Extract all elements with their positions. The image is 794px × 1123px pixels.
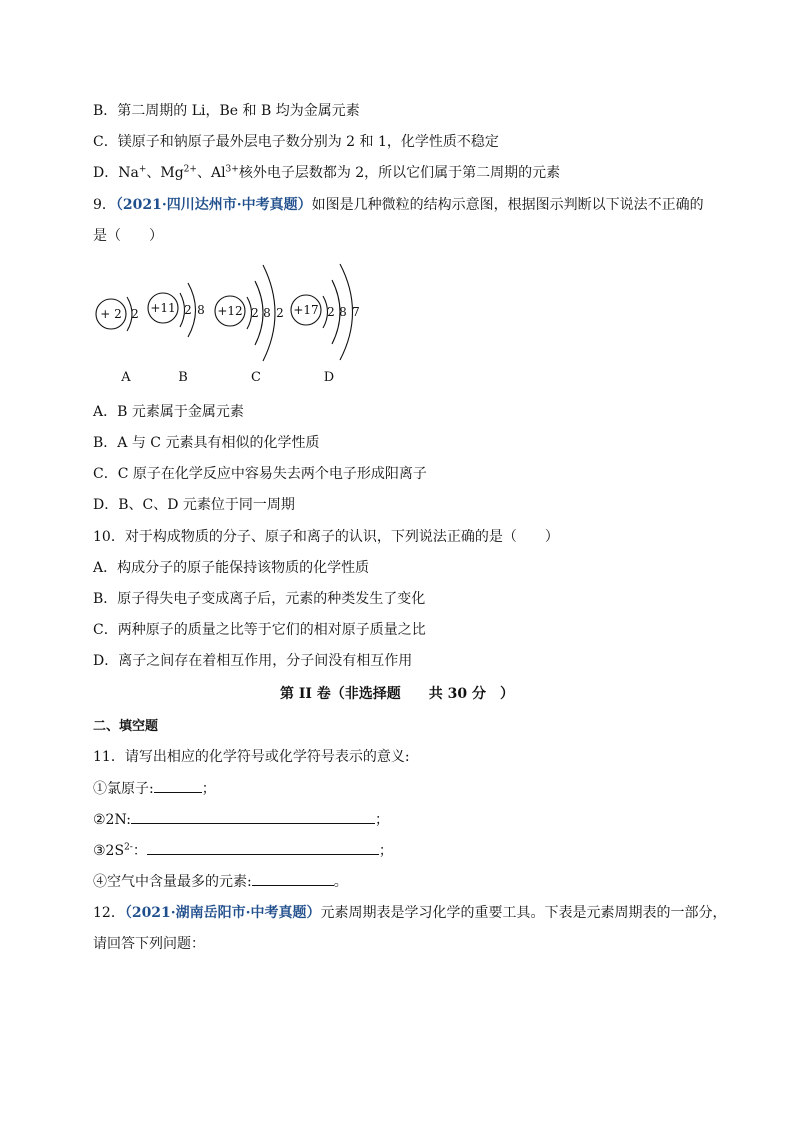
q11-item-1 bbox=[93, 778, 216, 799]
q9-option-b: B．A 与 C 元素具有相似的化学性质 bbox=[93, 435, 320, 451]
q11-item-1-end: ； bbox=[201, 781, 216, 797]
atom-b-label: B bbox=[178, 370, 188, 385]
q11-item-4-label: ④空气中含量最多的元素: bbox=[93, 874, 252, 890]
q12-stem bbox=[93, 903, 727, 923]
q9-stem bbox=[93, 195, 704, 215]
q8-d-part-a: D．Na bbox=[93, 165, 139, 181]
q12-stem-cont: 请回答下列问题： bbox=[93, 936, 205, 952]
q9-number: 9． bbox=[93, 197, 116, 213]
atom-c-shell-1-count: 2 bbox=[251, 306, 259, 320]
q10-option-b: B．原子得失电子变成离子后，元素的种类发生了变化 bbox=[93, 591, 426, 607]
q8-d-sup-c: 3+ bbox=[225, 164, 239, 175]
q11-item-2 bbox=[93, 809, 389, 830]
q11-item-3-colon: ： bbox=[132, 843, 147, 859]
q11-item-3-sup: 2- bbox=[124, 842, 133, 853]
atom-a-shell-1-count: 2 bbox=[131, 307, 139, 321]
part2-heading: 第 II 卷（非选择题 共 30 分 ） bbox=[279, 686, 515, 702]
q8-d-part-b: 、Mg bbox=[146, 165, 184, 181]
q11-item-2-label: ②2N: bbox=[93, 812, 131, 828]
q8-d-sup-b: 2+ bbox=[183, 164, 197, 175]
q11-item-3-label: ③2S bbox=[93, 843, 125, 859]
q9-option-a: A．B 元素属于金属元素 bbox=[93, 404, 244, 420]
atom-b-shell-1-count: 2 bbox=[184, 303, 192, 317]
atom-a-nucleus: + 2 bbox=[100, 307, 122, 321]
q8-option-b: B．第二周期的 Li，Be 和 B 均为金属元素 bbox=[93, 103, 360, 119]
atom-c-nucleus: +12 bbox=[217, 304, 243, 318]
q8-d-part-c: 、Al bbox=[196, 165, 226, 181]
q12-number: 12． bbox=[93, 905, 125, 921]
atom-structure-diagram bbox=[85, 255, 385, 390]
q9-option-c: C．C 原子在化学反应中容易失去两个电子形成阳离子 bbox=[93, 466, 427, 482]
atom-c-label: C bbox=[251, 370, 261, 385]
q12-text: 元素周期表是学习化学的重要工具。下表是元素周期表的一部分， bbox=[320, 905, 727, 921]
q8-d-sup-a: + bbox=[138, 164, 147, 175]
q9-source: （2021·四川达州市·中考真题） bbox=[115, 197, 312, 213]
q11-blank-4[interactable] bbox=[252, 871, 334, 886]
q8-d-part-d: 核外电子层数都为 2，所以它们属于第二周期的元素 bbox=[238, 165, 561, 181]
atom-d-nucleus: +17 bbox=[293, 303, 319, 317]
q11-item-1-label: ①氯原子: bbox=[93, 781, 154, 797]
q11-item-2-end: ； bbox=[374, 812, 389, 828]
q12-source: （2021·湖南岳阳市·中考真题） bbox=[124, 905, 321, 921]
q11-item-4 bbox=[93, 871, 348, 892]
section-fill-in-blank: 二、填空题 bbox=[93, 719, 159, 734]
q8-option-c: C．镁原子和钠原子最外层电子数分别为 2 和 1，化学性质不稳定 bbox=[93, 134, 499, 150]
atom-d-shell-2-count: 8 bbox=[339, 305, 347, 319]
q11-item-3-end: ； bbox=[378, 843, 393, 859]
q11-blank-3[interactable] bbox=[147, 840, 379, 855]
atom-c-shell-2-count: 8 bbox=[263, 306, 271, 320]
atom-d-shell-3-count: 7 bbox=[352, 305, 360, 319]
q8-option-d bbox=[93, 163, 560, 183]
atom-d-label: D bbox=[323, 370, 335, 385]
q10-option-a: A．构成分子的原子能保持该物质的化学性质 bbox=[93, 560, 370, 576]
q10-option-d: D．离子之间存在着相互作用，分子间没有相互作用 bbox=[93, 653, 413, 669]
q11-item-4-end: 。 bbox=[333, 874, 348, 890]
q9-option-d: D．B、C、D 元素位于同一周期 bbox=[93, 497, 295, 513]
q9-stem-cont: 是（ ） bbox=[93, 228, 163, 244]
q11-stem: 11．请写出相应的化学符号或化学符号表示的意义: bbox=[93, 749, 410, 765]
q11-blank-2[interactable] bbox=[131, 809, 375, 824]
q11-blank-1[interactable] bbox=[154, 778, 202, 793]
q9-text: 如图是几种微粒的结构示意图，根据图示判断以下说法不正确的 bbox=[311, 197, 704, 213]
atom-a-label: A bbox=[121, 370, 131, 385]
atom-b-nucleus: +11 bbox=[150, 301, 176, 315]
atom-b-shell-2-count: 8 bbox=[197, 303, 205, 317]
atom-c-shell-3-count: 2 bbox=[276, 306, 284, 320]
q10-stem: 10．对于构成物质的分子、原子和离子的认识，下列说法正确的是（ ） bbox=[93, 529, 559, 545]
q11-item-3 bbox=[93, 840, 393, 861]
atom-d-shell-1-count: 2 bbox=[327, 305, 335, 319]
q10-option-c: C．两种原子的质量之比等于它们的相对原子质量之比 bbox=[93, 622, 426, 638]
